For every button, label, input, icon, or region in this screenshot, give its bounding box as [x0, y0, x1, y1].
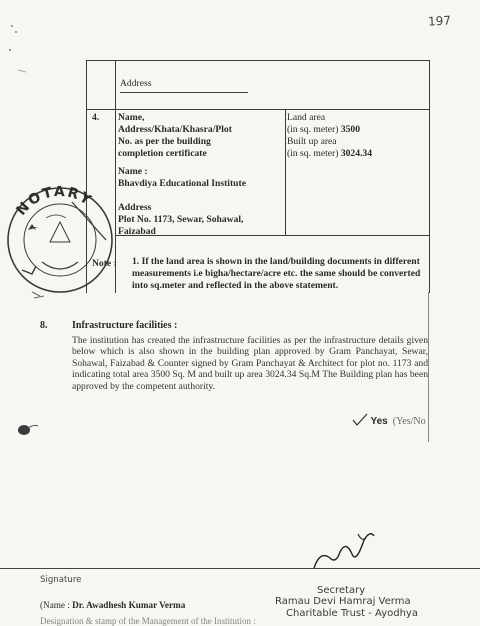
- svg-text:NOTARY: NOTARY: [13, 183, 96, 219]
- note-label: Note :: [92, 258, 117, 269]
- built-area-unit: (in sq. meter): [287, 148, 341, 159]
- city-line: Faizabad: [118, 226, 156, 237]
- built-area-value: 3024.34: [340, 148, 373, 159]
- name-field-line1: Name,: [118, 112, 145, 123]
- signatory-name-line: [40, 600, 185, 610]
- signatory-name: Dr. Awadhesh Kumar Verma: [72, 600, 186, 610]
- note-line3: into sq.meter and reflected in the above statement.: [132, 280, 339, 291]
- land-area-value: 3500: [340, 124, 361, 135]
- page-number: 197: [427, 13, 452, 29]
- address-block-label: Address: [118, 202, 152, 213]
- small-mark: [28, 288, 58, 308]
- notary-seal-icon: [2, 182, 122, 294]
- plot-line: Plot No. 1173, Sewar, Sohawal,: [118, 214, 244, 225]
- address-underline: [120, 92, 248, 93]
- signature-rule: [0, 568, 480, 569]
- built-area-label: Built up area: [287, 136, 337, 147]
- section-number: 8.: [40, 320, 48, 331]
- signature-label: Signature: [40, 575, 82, 585]
- note-line1: 1. If the land area is shown in the land/building documents in different: [132, 256, 420, 267]
- name-field-line4: completion certificate: [118, 148, 207, 159]
- margin-line: [428, 292, 429, 442]
- checkmark-icon: [352, 413, 368, 427]
- land-area-line: [287, 124, 360, 136]
- table-address-label: Address: [120, 78, 152, 89]
- institute-name: Bhavdiya Educational Institute: [118, 178, 246, 189]
- section-paragraph: The institution has created the infrastructure facilities as per the infrastructure details given below which is also shown in the building plan approved by Gram Panchayat, Sewar, Sohawal, Faizabad & Counter signed by Gram Panchayat & Architect for plot no. 1173 and indicating total area 3500 Sq. M and built up area 3024.34 Sq.M The Building plan has been approved by the competent authority.: [72, 335, 428, 392]
- row-number: 4.: [92, 112, 100, 123]
- stamp-line1: Secretary: [317, 585, 366, 596]
- note-line2: measurements i.e bigha/hectare/acre etc. the same should be converted: [132, 268, 421, 279]
- handwritten-signature: [304, 528, 384, 578]
- signatory-name-prefix: (Name :: [40, 600, 73, 610]
- name-field-line2: Address/Khata/Khasra/Plot: [118, 124, 232, 135]
- built-area-line: [287, 148, 372, 160]
- name-label: Name :: [118, 166, 148, 177]
- scan-marks: [0, 20, 40, 80]
- land-area-unit: (in sq. meter): [287, 124, 341, 135]
- name-field-line3: No. as per the building: [118, 136, 211, 147]
- yes-no-options: (Yes/No: [392, 416, 426, 427]
- ink-blot: [16, 420, 40, 440]
- yes-no-field: [352, 413, 426, 427]
- land-area-label: Land area: [287, 112, 326, 123]
- designation-line: Designation & stamp of the Management of the Institution :: [40, 616, 256, 626]
- yes-answer: Yes: [370, 416, 388, 427]
- stamp-line2: Ramau Devi Hamraj Verma: [275, 596, 411, 607]
- section-title: Infrastructure facilities :: [72, 320, 178, 331]
- stamp-line3: Charitable Trust - Ayodhya: [286, 608, 418, 619]
